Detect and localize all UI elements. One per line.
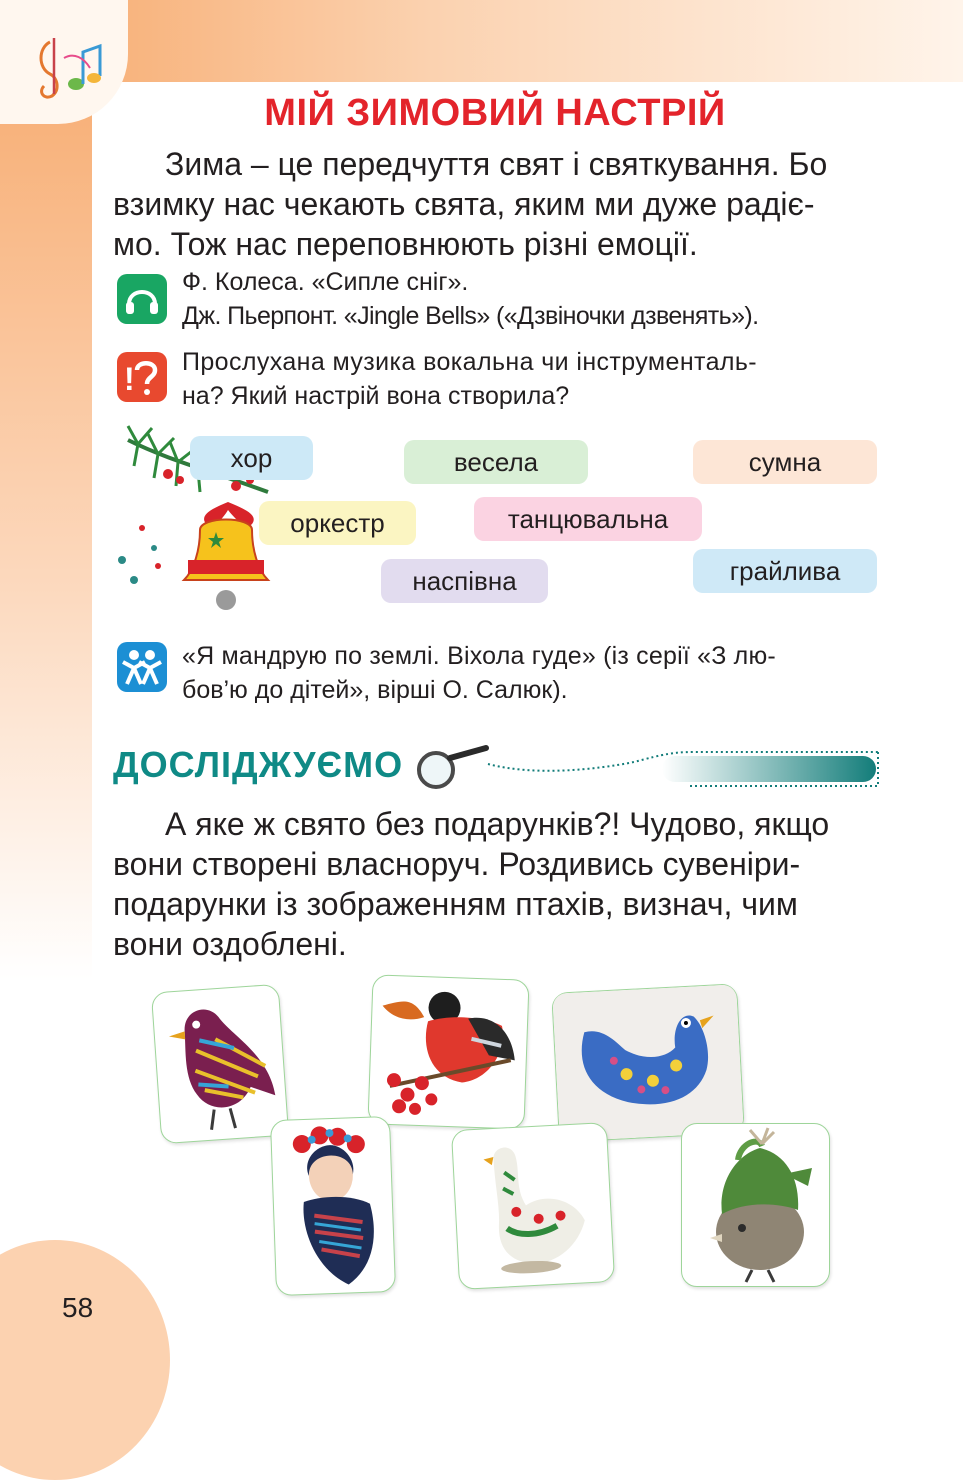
watch-line-2: бов’ю до дітей», вірші О. Салюк). [182,676,568,704]
tag-melodious: наспівна [381,559,548,603]
tag-orchestra: оркестр [259,501,416,545]
intro-line: взимку нас чекають свята, яким ми дуже радіє- [113,186,815,222]
photo-ceramic-blue-bird [551,983,745,1143]
children-icon [117,642,167,692]
headphones-icon [117,274,167,324]
tag-dance: танцювальна [474,497,702,541]
intro-line: Зима – це передчуття свят і святкування. Бо [165,146,828,182]
explore-line: А яке ж свято без подарунків?! Чудово, якщо [165,806,830,842]
question-line-2: на? Який настрій вона створила? [182,382,570,410]
explore-paragraph [113,804,878,964]
explore-line: вони оздоблені. [113,926,347,962]
section-heading-explore: ДОСЛІДЖУЄМО [113,744,404,785]
listen-line-1: Ф. Колеса. «Сипле сніг». [182,268,469,296]
listen-line-2: Дж. Пьерпонт. «Jingle Bells» («Дзвіночки дзвенять»). [182,302,759,330]
photo-bullfinch-brooch [367,974,529,1129]
intro-line: мо. Тож нас переповнюють різні емоції. [113,226,698,262]
question-line-1: Прослухана музика вокальна чи інструменталь- [182,348,758,376]
explore-line: подарунки із зображенням птахів, визнач, чим [113,886,798,922]
tag-playful: грайлива [693,549,877,593]
svg-text:!: ! [124,361,135,397]
left-decor-band [0,0,92,980]
top-decor-band [0,0,963,82]
page-title: МІЙ ЗИМОВИЙ НАСТРІЙ [264,92,726,134]
tag-sad: сумна [693,440,877,484]
tag-choir: хор [190,436,313,480]
explore-line: вони створені власноруч. Роздивись сувеніри- [113,846,801,882]
photo-embroidered-bird [151,984,289,1145]
photo-ceramic-whistle [451,1122,615,1290]
question-icon [117,352,167,402]
photo-beaded-birdwoman [270,1116,396,1296]
tag-cheerful: весела [404,440,588,484]
magnifier-icon [414,744,880,794]
watch-line-1: «Я мандрую по землі. Віхола гуде» (із серії «З лю- [182,642,776,670]
photo-knitted-bird [681,1123,830,1287]
intro-paragraph [113,144,878,264]
page-number: 58 [62,1292,94,1323]
bottom-corner-decor [0,1240,170,1480]
